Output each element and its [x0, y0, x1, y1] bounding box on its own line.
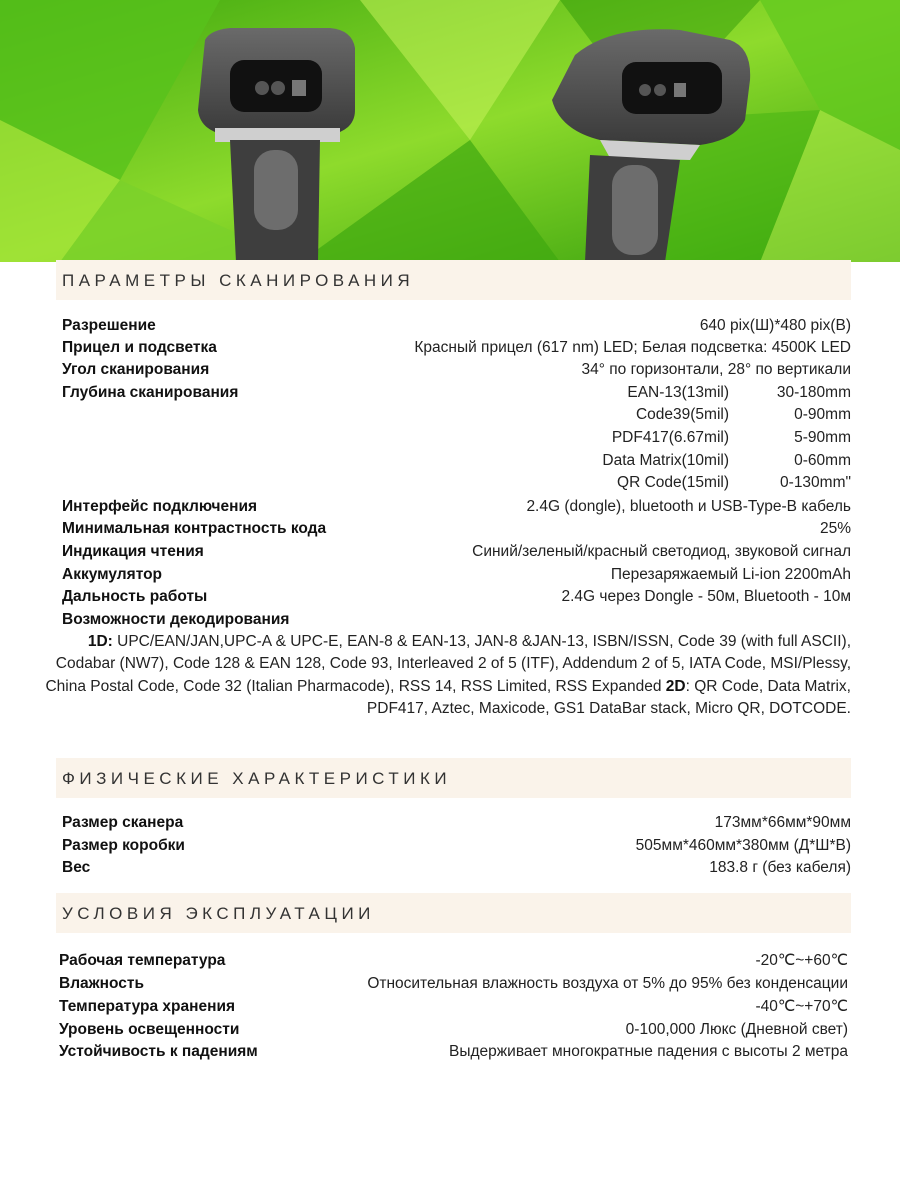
spec-value: Красный прицел (617 nm) LED; Белая подсветка: 4500K LED [414, 339, 851, 356]
spec-value: 0-100,000 Люкс (Дневной свет) [625, 1021, 848, 1038]
spec-row [62, 359, 851, 381]
spec-value: 505мм*460мм*380мм (Д*Ш*В) [635, 837, 851, 854]
spec-row [62, 857, 851, 879]
decode-2d-list: : QR Code, Data Matrix, PDF417, Aztec, Maxicode, GS1 DataBar stack, Micro QR, DOTCODE. [366, 677, 851, 718]
spec-value: Выдерживает многократные падения с высоты 2 метра [449, 1043, 848, 1060]
depth-range: 0-60mm [794, 452, 851, 469]
spec-label: Аккумулятор [62, 566, 163, 583]
depth-row [520, 427, 851, 449]
depth-row [520, 472, 851, 494]
spec-value: 34° по горизонтали, 28° по вертикали [581, 361, 851, 378]
spec-row [59, 1041, 848, 1063]
product-hero-image [0, 0, 900, 262]
spec-row [62, 835, 851, 857]
depth-row [520, 450, 851, 472]
depth-range: 0-130mm" [780, 474, 851, 491]
depth-range: 5-90mm [794, 429, 851, 446]
spec-value: Относительная влажность воздуха от 5% до 95% без конденсации [367, 975, 848, 992]
decode-capabilities-text [40, 631, 851, 721]
spec-row [59, 1019, 848, 1041]
spec-label: Возможности декодирования [62, 611, 290, 628]
spec-value: Перезаряжаемый Li-ion 2200mAh [610, 566, 851, 583]
spec-row [62, 337, 851, 359]
spec-row [59, 973, 848, 995]
spec-label: Размер коробки [62, 837, 185, 854]
spec-value: 25% [819, 520, 851, 537]
spec-value: 173мм*66мм*90мм [714, 814, 851, 831]
depth-code: Code39(5mil) [635, 406, 729, 423]
decode-1d-label: 1D: [87, 633, 113, 650]
spec-value: 2.4G через Dongle - 50м, Bluetooth - 10м [561, 588, 851, 605]
spec-row [62, 496, 851, 518]
depth-code: QR Code(15mil) [617, 474, 729, 491]
section-header-operating [56, 893, 851, 933]
spec-value: -40℃~+70℃ [755, 998, 848, 1015]
spec-row [62, 586, 851, 608]
spec-label: Глубина сканирования [62, 384, 239, 401]
spec-label: Минимальная контрастность кода [62, 520, 327, 537]
spec-row [59, 950, 848, 972]
section-title: УСЛОВИЯ ЭКСПЛУАТАЦИИ [62, 904, 375, 923]
spec-row [62, 518, 851, 540]
spec-row [62, 315, 851, 337]
spec-row [59, 996, 848, 1018]
section-title: ПАРАМЕТРЫ СКАНИРОВАНИЯ [62, 271, 415, 290]
spec-value: 2.4G (dongle), bluetooth и USB-Type-B кабель [526, 498, 851, 515]
spec-value: 640 pix(Ш)*480 pix(В) [699, 317, 851, 334]
depth-range: 0-90mm [794, 406, 851, 423]
spec-row [62, 541, 851, 563]
depth-row [520, 382, 851, 404]
spec-label: Устойчивость к падениям [59, 1043, 258, 1060]
spec-value: 183.8 г (без кабеля) [709, 859, 851, 876]
spec-row [62, 609, 851, 631]
spec-value: Синий/зеленый/красный светодиод, звуковой сигнал [472, 543, 851, 560]
decode-1d-list: UPC/EAN/JAN,UPC-A & UPC-E, EAN-8 & EAN-13, JAN-8 &JAN-13, ISBN/ISSN, Code 39 (with full ASCII), Codabar (NW7), Code 128 & EAN 128, Code 93, Interleaved 2 of 5 (ITF), Addendum 2 of 5, IATA Code, MSI/Plessy, China Postal Code, Code 32 (Italian Pharmacode), RSS 14, RSS Limited, RSS Expanded [45, 633, 851, 695]
spec-label: Прицел и подсветка [62, 339, 217, 356]
spec-label: Размер сканера [62, 814, 184, 831]
spec-label: Угол сканирования [62, 361, 210, 378]
spec-row [62, 564, 851, 586]
section-header-scan-params [56, 260, 851, 300]
spec-row [62, 812, 851, 834]
spec-label: Температура хранения [59, 998, 236, 1015]
section-header-physical [56, 758, 851, 798]
spec-label: Индикация чтения [62, 543, 204, 560]
decode-2d-label: 2D [665, 677, 686, 695]
depth-code: PDF417(6.67mil) [611, 429, 729, 446]
spec-label: Разрешение [62, 317, 156, 334]
section-title: ФИЗИЧЕСКИЕ ХАРАКТЕРИСТИКИ [62, 769, 452, 788]
spec-label: Уровень освещенности [59, 1021, 240, 1038]
spec-value: -20℃~+60℃ [755, 952, 848, 969]
scanner-illustration [0, 0, 900, 262]
spec-label: Рабочая температура [59, 952, 226, 969]
depth-row [520, 404, 851, 426]
depth-code: EAN-13(13mil) [627, 384, 729, 401]
spec-label: Дальность работы [62, 588, 208, 605]
spec-label: Вес [62, 859, 91, 876]
depth-code: Data Matrix(10mil) [602, 452, 729, 469]
depth-range: 30-180mm [776, 384, 851, 401]
spec-label: Интерфейс подключения [62, 498, 258, 515]
spec-label: Влажность [59, 975, 145, 992]
